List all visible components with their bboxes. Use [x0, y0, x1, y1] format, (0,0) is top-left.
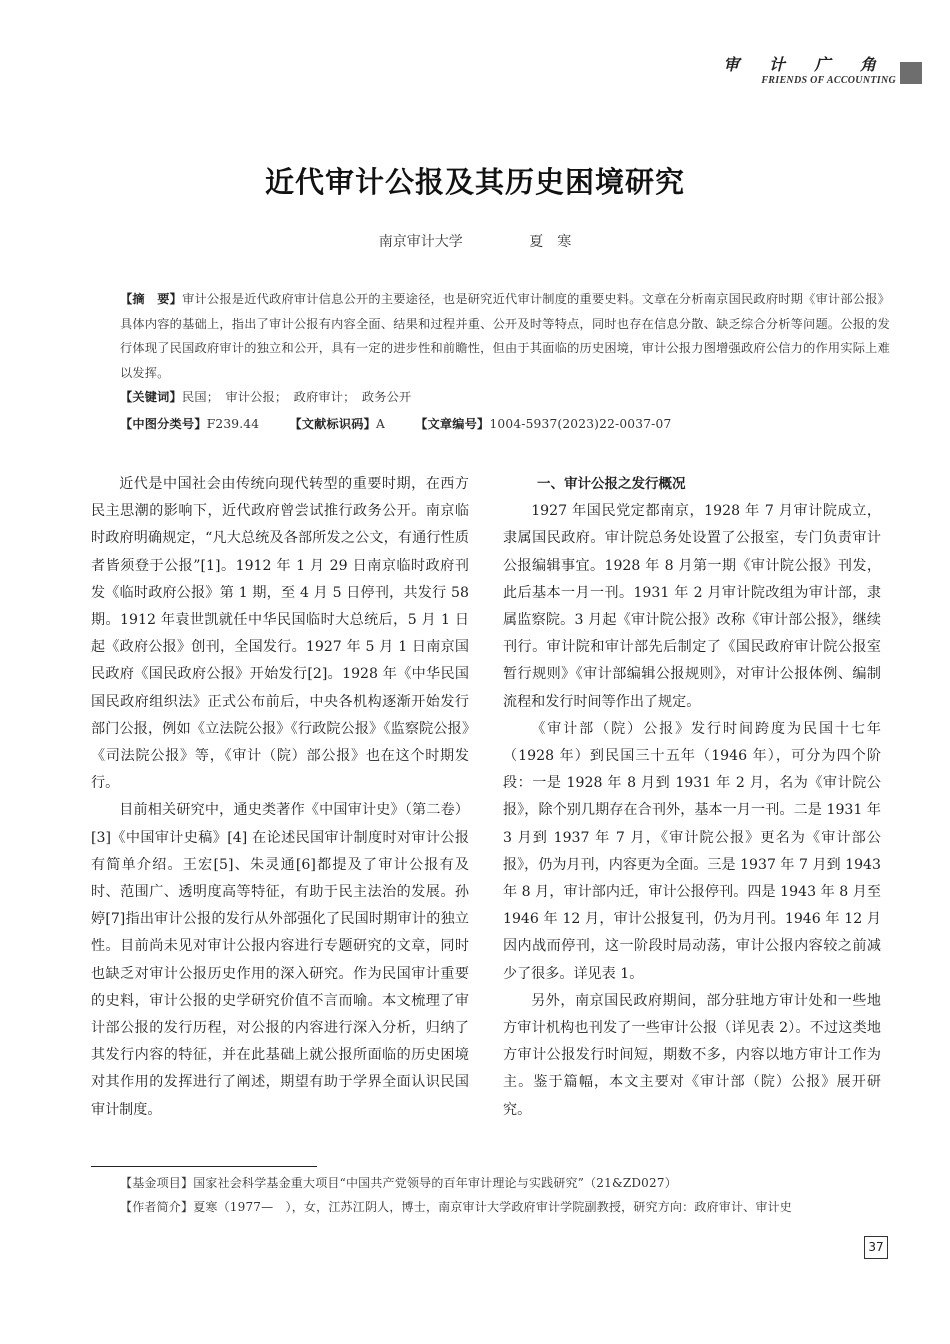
article-number-label: 【文章编号】: [415, 417, 490, 431]
body-paragraph: 另外，南京国民政府期间，部分驻地方审计处和一些地方审计机构也刊发了一些审计公报（详见表 2）。不过这类地方审计公报发行时间短，期数不多，内容以地方审计工作为主。鉴于篇幅，本文主要对《审计部（院）公报》展开研究。: [503, 992, 881, 1118]
doc-code-value: A: [376, 417, 386, 431]
column-subtitle: FRIENDS OF ACCOUNTING: [761, 75, 896, 86]
keywords-label: 【关键词】: [120, 390, 182, 404]
abstract-label: 【摘 要】: [120, 292, 183, 306]
keywords-text: 民国； 审计公报； 政府审计； 政务公开: [181, 390, 412, 404]
footnote-rule: [91, 1166, 317, 1167]
author-name: 夏 寒: [529, 234, 572, 250]
classification-line: [120, 412, 890, 437]
right-column: [503, 471, 881, 1124]
body-paragraph: 目前相关研究中，通史类著作《中国审计史》（第二卷）[3]《中国审计史稿》[4] 在论述民国审计制度时对审计公报有简单介绍。王宏[5]、朱灵通[6]都提及了审计公报有及时、范围广、透明度高等特征，有助于民主法治的发展。孙婷[7]指出审计公报的发行从外部强化了民国时期审计的独立性。目前尚未见对审计公报内容进行专题研究的文章，同时也缺乏对审计公报历史作用的深入研究。作为民国审计重要的史料，审计公报的史学研究价值不言而喻。本文梳理了审计部公报的发行历程，对公报的内容进行深入分析，归纳了其发行内容的特征，并在此基础上就公报所面临的历史困境对其作用的发挥进行了阐述，期望有助于学界全面认识民国审计制度。: [91, 802, 469, 1118]
body-paragraph: 1927 年国民党定都南京，1928 年 7 月审计院成立，隶属国民政府。审计院总务处设置了公报室，专门负责审计公报编辑事宜。1928 年 8 月第一期《审计院公报》刊发，此后基本一月一刊。1931 年 2 月审计院改组为审计部，隶属监察院。3 月起《审计院公报》改称《审计部公报》，继续刊行。审计院和审计部先后制定了《国民政府审计院公报室暂行规则》《审计部编辑公报规则》，对审计公报体例、编制流程和发行时间等作出了规定。: [503, 503, 881, 710]
author-bio-text: 夏寒（1977— ），女，江苏江阴人，博士，南京审计大学政府审计学院副教授，研究方向：政府审计、审计史: [193, 1200, 792, 1214]
byline: [0, 231, 950, 251]
article-number-value: 1004-5937(2023)22-0037-07: [489, 417, 672, 431]
section-heading: 一、审计公报之发行概况: [537, 476, 686, 492]
doc-code-group: [289, 412, 385, 437]
clc-value: F239.44: [206, 417, 260, 431]
column-title: 审 计 广 角: [723, 55, 888, 74]
doc-code-label: 【文献标识码】: [289, 417, 377, 431]
footnote-author: [120, 1198, 900, 1215]
abstract-text: 审计公报是近代政府审计信息公开的主要途径，也是研究近代审计制度的重要史料。文章在分析南京国民政府时期《审计部公报》具体内容的基础上，指出了审计公报有内容全面、结果和过程并重、公开及时等特点，同时也存在信息分散、缺乏综合分析等问题。公报的发行体现了民国政府审计的独立和公开，具有一定的进步性和前瞻性，但由于其面临的历史困境，审计公报力图增强政府公信力的作用实际上难以发挥。: [120, 292, 891, 380]
clc-label: 【中图分类号】: [120, 417, 207, 431]
left-column: [91, 471, 469, 1124]
fund-text: 国家社会科学基金重大项目“中国共产党领导的百年审计理论与实践研究”（21&ZD027）: [193, 1176, 677, 1190]
author-bio-label: 【作者简介】: [120, 1200, 194, 1214]
article-title: 近代审计公报及其历史困境研究: [264, 165, 685, 199]
clc-group: [120, 412, 259, 437]
abstract: [120, 287, 890, 385]
author-affiliation: 南京审计大学: [378, 234, 463, 250]
body-paragraph: 《审计部（院）公报》发行时间跨度为民国十七年（1928 年）到民国三十五年（1946 年），可分为四个阶段：一是 1928 年 8 月到 1931 年 2 月，名为《审计院公报》，除个别几期存在合刊外，基本一月一刊。二是 1931 年 3 月到 1937 年 7 月，《审计院公报》更名为《审计部公报》，仍为月刊，内容更为全面。三是 1937 年 7 月到 1943 年 8 月，审计部内迁，审计公报停刊。四是 1943 年 8 月至 1946 年 12 月，审计公报复刊，仍为月刊。1946 年 12 月因内战而停刊，这一阶段时局动荡，审计公报内容较之前减少了很多。详见表 1。: [503, 720, 881, 982]
keywords: [120, 385, 890, 410]
article-number-group: [415, 412, 671, 437]
footnote-fund: [120, 1174, 900, 1191]
page-number: 37: [864, 1236, 888, 1259]
body-paragraph: 近代是中国社会由传统向现代转型的重要时期，在西方民主思潮的影响下，近代政府曾尝试推行政务公开。南京临时政府明确规定，“凡大总统及各部所发之公文，有通行性质者皆须登于公报”[1]。1912 年 1 月 29 日南京临时政府刊发《临时政府公报》第 1 期，至 4 月 5 日停刊，共发行 58 期。1912 年袁世凯就任中华民国临时大总统后，5 月 1 日起《政府公报》创刊，全国发行。1927 年 5 月 1 日南京国民政府《国民政府公报》开始发行[2]。1928 年《中华民国国民政府组织法》正式公布前后，中央各机构逐渐开始发行部门公报，例如《立法院公报》《行政院公报》《监察院公报》《司法院公报》等，《审计（院）部公报》也在这个时期发行。: [91, 476, 469, 792]
fund-label: 【基金项目】: [120, 1176, 194, 1190]
header-gray-block: [900, 62, 922, 84]
